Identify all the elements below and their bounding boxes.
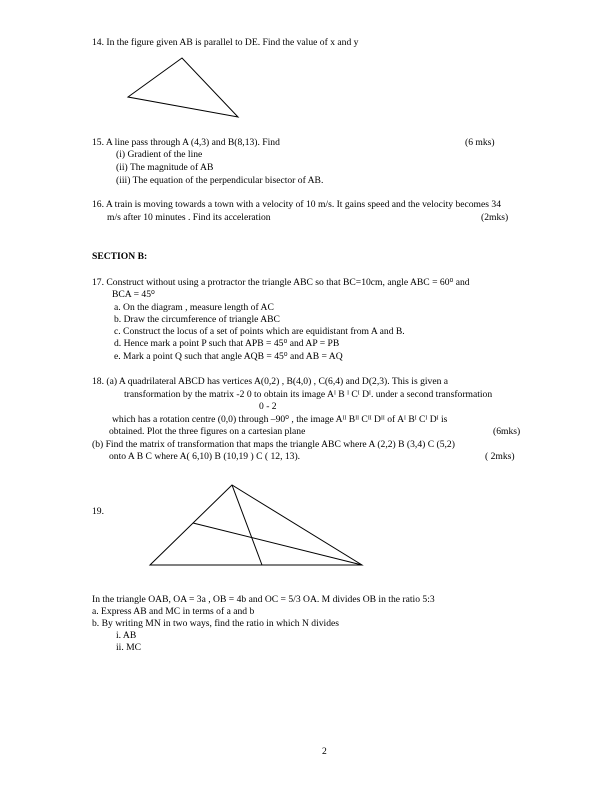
q18-a-marks: (6mks) bbox=[493, 426, 521, 437]
triangle-figure-q14 bbox=[128, 58, 238, 117]
q17-item: d. Hence mark a point P such that APB = 45⁰ and AP = PB bbox=[114, 338, 340, 349]
triangle-figure-q19 bbox=[150, 485, 362, 565]
q15-marks: (6 mks) bbox=[465, 137, 495, 148]
q18-line: transformation by the matrix -2 0 to obtain its image Aᴵ B ᴵ Cᴵ Dᴵ. under a second transformation bbox=[124, 389, 493, 400]
cevian-line-1 bbox=[193, 523, 362, 565]
q17-line: 17. Construct without using a protractor the triangle ABC so that BC=10cm, angle ABC = 60⁰ and bbox=[92, 277, 470, 288]
q17-item: a. On the diagram , measure length of AC bbox=[114, 302, 274, 313]
q18-matrix-row2: 0 - 2 bbox=[259, 401, 277, 412]
q16-line: 16. A train is moving towards a town with a velocity of 10 m/s. It gains speed and the velocity becomes 34 bbox=[92, 199, 501, 210]
q17-item: c. Construct the locus of a set of points which are equidistant from A and B. bbox=[114, 326, 405, 337]
q18-b-marks: ( 2mks) bbox=[485, 451, 515, 462]
q18-line: (b) Find the matrix of transformation that maps the triangle ABC where A (2,2) B (3,4) C (5,2) bbox=[92, 439, 455, 450]
q14-text: 14. In the figure given AB is parallel to DE. Find the value of x and y bbox=[92, 37, 359, 48]
q19-line: ii. MC bbox=[116, 642, 142, 653]
q19-line: In the triangle OAB, OA = 3a , OB = 4b and OC = 5/3 OA. M divides OB in the ratio 5:3 bbox=[92, 594, 435, 605]
q19-line: i. AB bbox=[116, 630, 137, 641]
cevian-line-2 bbox=[232, 485, 262, 565]
q18-line: 18. (a) A quadrilateral ABCD has vertices A(0,2) , B(4,0) , C(6,4) and D(2,3). This is given a bbox=[92, 376, 449, 387]
q15-item: (i) Gradient of the line bbox=[116, 149, 203, 160]
page-number: 2 bbox=[322, 746, 327, 757]
q19-line: b. By writing MN in two ways, find the ratio in which N divides bbox=[92, 618, 340, 629]
q19-line: a. Express AB and MC in terms of a and b bbox=[92, 606, 255, 617]
q18-line: onto A B C where A( 6,10) B (10,19 ) C ( 12, 13). bbox=[109, 451, 301, 462]
section-heading: SECTION B: bbox=[92, 251, 148, 262]
q17-line: BCA = 45⁰ bbox=[112, 289, 155, 300]
q19-number: 19. bbox=[92, 506, 104, 517]
q18-line: which has a rotation centre (0,0) through –90⁰ , the image Aᴵᴵ Bᴵᴵ Cᴵᴵ Dᴵᴵ of Aᴵ Bᴵ Cᴵ Dᴵ is bbox=[112, 414, 448, 425]
q18-line: obtained. Plot the three figures on a cartesian plane bbox=[109, 426, 306, 437]
q15-text: 15. A line pass through A (4,3) and B(8,13). Find bbox=[92, 137, 280, 148]
q17-item: e. Mark a point Q such that angle AQB = 45⁰ and AB = AQ bbox=[114, 351, 343, 362]
q16-marks: (2mks) bbox=[481, 212, 509, 223]
q17-item: b. Draw the circumference of triangle ABC bbox=[114, 314, 280, 325]
q16-line: m/s after 10 minutes . Find its acceleration bbox=[107, 212, 271, 223]
q15-item: (iii) The equation of the perpendicular bisector of AB. bbox=[116, 175, 324, 186]
q15-item: (ii) The magnitude of AB bbox=[116, 162, 214, 173]
